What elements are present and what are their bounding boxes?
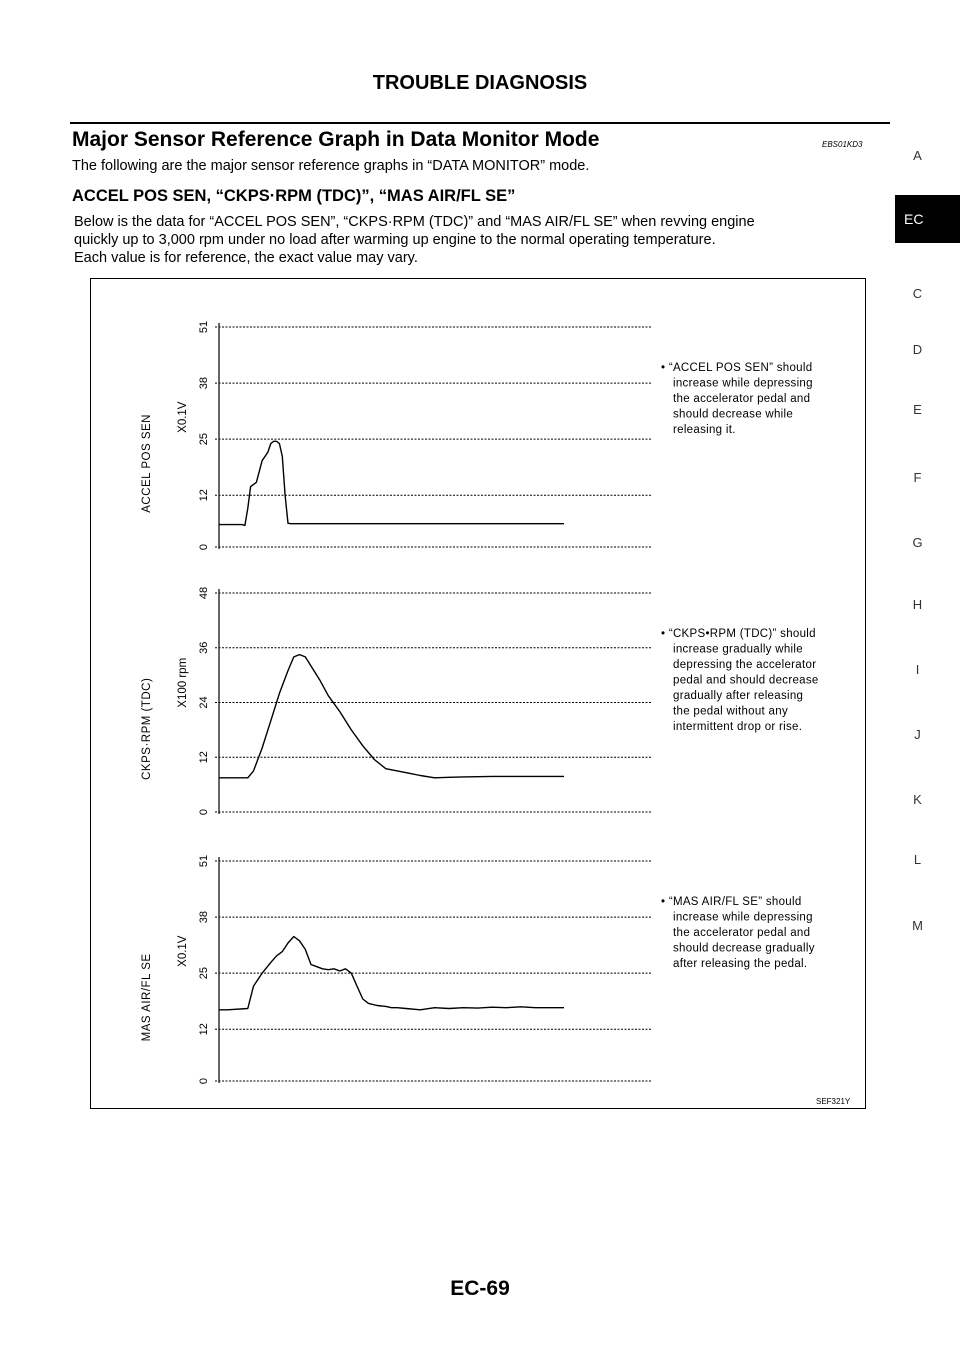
annotation-line: releasing it. (673, 424, 736, 436)
y-unit-label: X0.1V (177, 935, 189, 967)
side-tab-f[interactable]: F (913, 470, 922, 485)
y-tick-label: 0 (198, 1077, 210, 1085)
side-section-tabs (895, 0, 960, 1358)
annotation-line: the accelerator pedal and (673, 927, 811, 939)
y-tick-label: 12 (198, 751, 210, 764)
y-axis-title: ACCEL POS SEN (141, 414, 153, 513)
y-tick-label: 38 (198, 910, 210, 924)
annotation-line: • “MAS AIR/FL SE” should (661, 896, 802, 908)
annotation-line: pedal and should decrease (673, 674, 819, 687)
side-tab-a[interactable]: A (913, 148, 922, 163)
annotation-line: increase while depressing (673, 911, 813, 924)
annotation-line: increase while depressing (673, 377, 813, 390)
y-tick-label: 12 (198, 489, 210, 502)
figure-id: SEF321Y (816, 1097, 851, 1106)
annotation-line: after releasing the pedal. (673, 958, 808, 970)
y-unit-label: X100 rpm (177, 657, 189, 708)
sensor-reference-figure (90, 278, 866, 1109)
body-line: quickly up to 3,000 rpm under no load after warming up engine to the normal operating temperature. (74, 232, 716, 248)
annotation-line: gradually after releasing (673, 690, 804, 702)
series-line (219, 655, 564, 778)
body-line: Below is the data for “ACCEL POS SEN”, “CKPS·RPM (TDC)” and “MAS AIR/FL SE” when revving engine (74, 214, 755, 230)
y-tick-label: 36 (198, 641, 210, 654)
side-tab-h[interactable]: H (912, 597, 923, 612)
annotation-line: • “ACCEL POS SEN” should (661, 362, 813, 374)
header-rule (70, 122, 890, 124)
sensor-graphs-svg (91, 279, 867, 1110)
side-tab-k[interactable]: K (913, 792, 922, 807)
side-tab-l[interactable]: L (913, 852, 922, 867)
y-tick-label: 38 (198, 376, 210, 390)
page-header-title: TROUBLE DIAGNOSIS (372, 72, 588, 94)
side-tab-c[interactable]: C (912, 286, 923, 301)
y-unit-label: X0.1V (177, 401, 189, 433)
y-tick-label: 48 (198, 586, 210, 600)
series-line (219, 441, 564, 525)
y-axis-title: MAS AIR/FL SE (141, 953, 153, 1042)
body-line: Each value is for reference, the exact value may vary. (74, 250, 418, 266)
y-tick-label: 25 (198, 967, 210, 980)
annotation-line: intermittent drop or rise. (673, 721, 803, 733)
annotation-line: should decrease gradually (673, 942, 815, 955)
y-tick-label: 0 (198, 808, 210, 816)
side-tab-j[interactable]: J (914, 727, 921, 742)
page-number: EC-69 (450, 1277, 510, 1300)
y-tick-label: 25 (198, 433, 210, 446)
section-intro: The following are the major sensor reference graphs in “DATA MONITOR” mode. (72, 158, 590, 174)
y-tick-label: 51 (198, 320, 210, 334)
subsection-body (74, 213, 890, 267)
y-tick-label: 12 (198, 1023, 210, 1036)
annotation-line: the pedal without any (673, 705, 788, 718)
side-tab-ec[interactable]: EC (895, 195, 960, 243)
section-title: Major Sensor Reference Graph in Data Monitor Mode (72, 128, 600, 151)
subsection-title: ACCEL POS SEN, “CKPS·RPM (TDC)”, “MAS AIR/FL SE” (72, 187, 516, 205)
y-axis-title: CKPS·RPM (TDC) (141, 677, 153, 780)
side-tab-m[interactable]: M (912, 918, 923, 933)
annotation-line: the accelerator pedal and (673, 393, 811, 405)
side-tab-i[interactable]: I (915, 662, 920, 677)
section-code: EBS01KD3 (822, 140, 863, 149)
annotation-line: increase gradually while (673, 643, 803, 656)
side-tab-e[interactable]: E (913, 402, 922, 417)
side-tab-d[interactable]: D (912, 342, 923, 357)
annotation-line: should decrease while (673, 408, 794, 421)
annotation-line: depressing the accelerator (673, 659, 817, 671)
y-tick-label: 0 (198, 543, 210, 551)
annotation-line: • “CKPS•RPM (TDC)” should (661, 628, 816, 640)
y-tick-label: 24 (198, 696, 210, 709)
y-tick-label: 51 (198, 854, 210, 868)
side-tab-g[interactable]: G (912, 535, 923, 550)
